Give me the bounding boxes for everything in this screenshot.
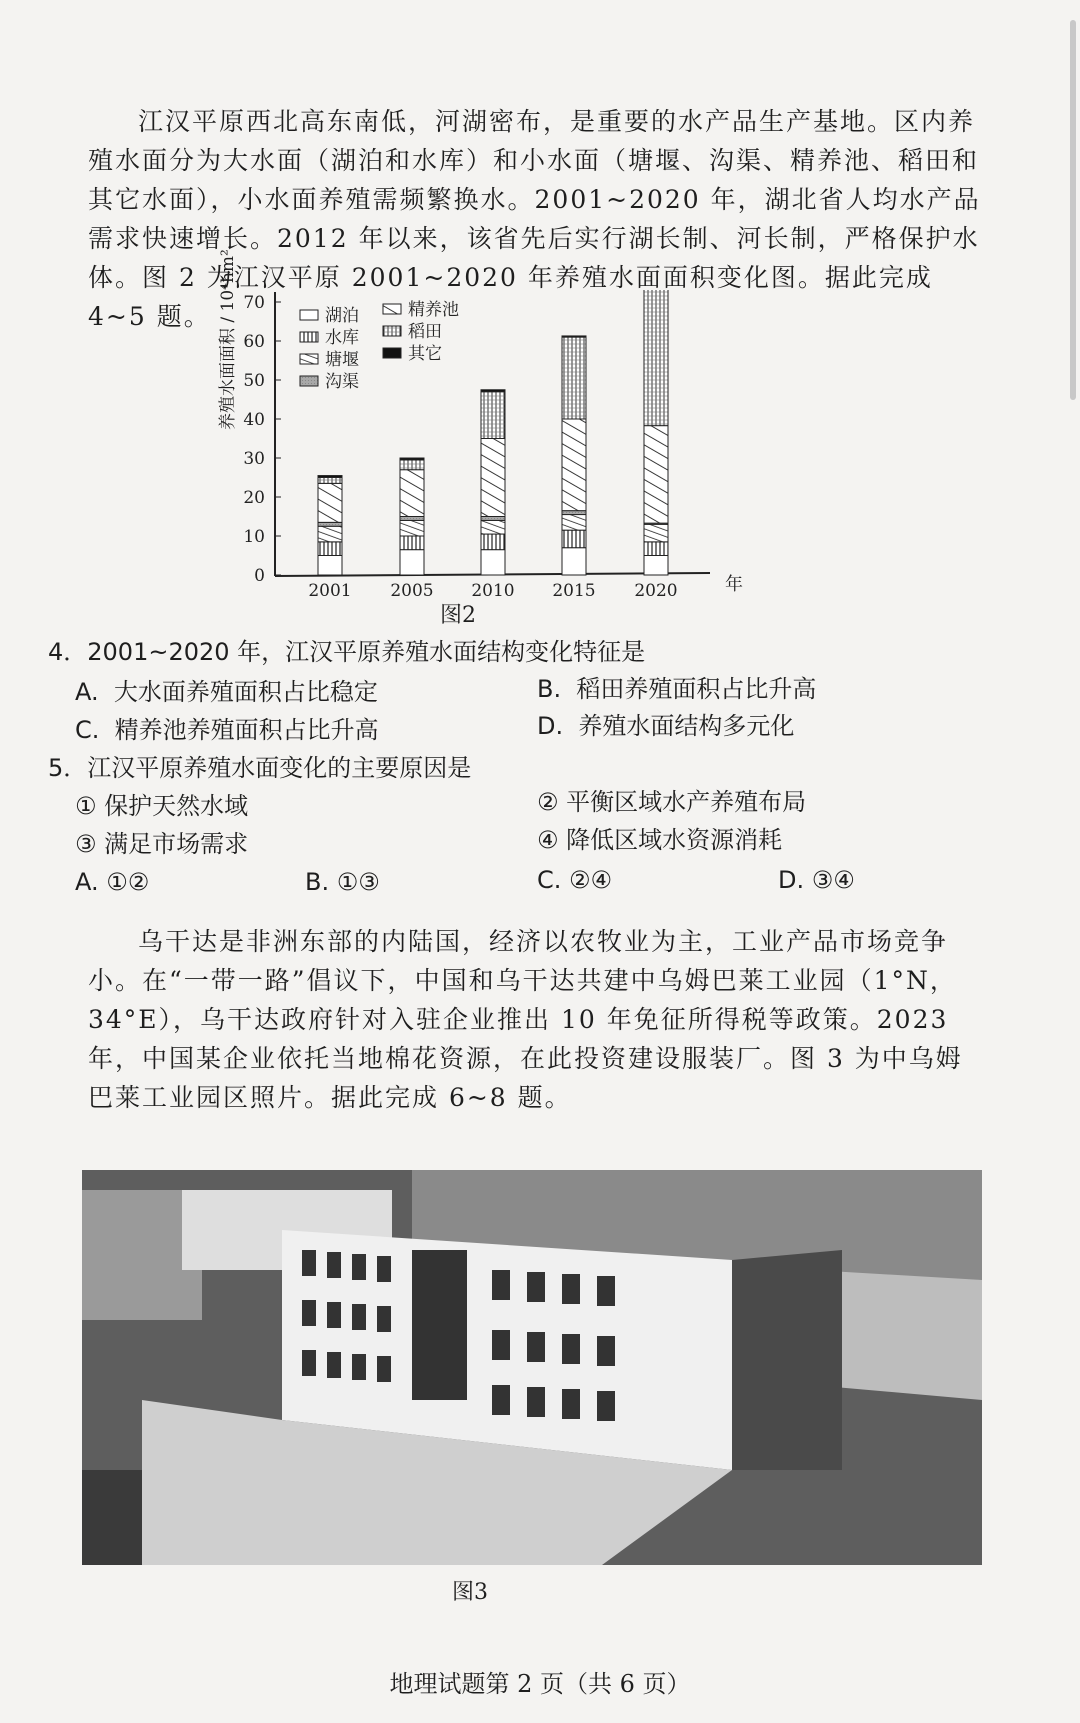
bar-segment-2010 [481,439,505,517]
q4-option-a[interactable]: A. 大水面养殖面积占比稳定 [75,678,378,706]
q5-option-b[interactable]: B. ①③ [305,868,380,896]
figure3-industrial-park-photo [82,1170,982,1565]
x-tick-label: 2005 [390,581,434,601]
bar-segment-2001 [318,483,342,522]
bar-segment-2015 [562,511,586,515]
svg-text:70: 70 [243,293,265,313]
bar-segment-2010 [481,390,505,392]
q4-option-d[interactable]: D. 养殖水面结构多元化 [537,712,795,740]
svg-text:其它: 其它 [408,344,442,364]
figure3-caption: 图3 [452,1580,488,1605]
svg-text:精养池: 精养池 [408,300,459,320]
bar-segment-2015 [562,515,586,531]
bar-segment-2020 [644,556,668,576]
question-5-stem: 5．江汉平原养殖水面变化的主要原因是 [48,754,472,782]
bar-segment-2010 [481,392,505,439]
svg-text:水库: 水库 [325,328,359,348]
svg-text:0: 0 [254,566,265,586]
svg-text:40: 40 [243,410,265,430]
bar-segment-2005 [400,460,424,470]
figure2-caption: 图2 [440,603,476,628]
building-photo-illustration [82,1170,982,1565]
bar-segment-2015 [562,419,586,511]
q5-option-c[interactable]: C. ②④ [537,866,613,894]
figure2-chart [215,249,775,620]
bar-segment-2020 [644,426,668,524]
bar-segment-2020 [644,290,668,426]
q5-item-4: ④ 降低区域水资源消耗 [537,826,783,854]
x-tick-label: 2020 [634,581,678,601]
bar-segment-2001 [318,526,342,542]
bar-segment-2001 [318,522,342,526]
passage-uganda: 乌干达是非洲东部的内陆国，经济以农牧业为主，工业产品市场竞争小。在“一带一路”倡议下，中国和乌干达共建中乌姆巴莱工业园（1°N，34°E），乌干达政府针对入驻企业推出 10 年免征所得税等政策。2023 年，中国某企业依托当地棉花资源，在此投资建设服装厂。图 3 为中乌姆巴莱工业园区照片。据此完成 6~8 题。 [88,927,963,1112]
svg-text:湖泊: 湖泊 [325,306,359,326]
bar-segment-2005 [400,470,424,517]
stacked-bar-chart [215,290,775,620]
svg-text:50: 50 [243,371,265,391]
q5-option-a[interactable]: A. ①② [75,868,150,896]
x-tick-label: 2015 [552,581,596,601]
bar-segment-2020 [644,542,668,556]
q4-option-c[interactable]: C. 精养池养殖面积占比升高 [75,716,379,744]
x-tick-label: 2001 [308,581,352,601]
svg-text:60: 60 [243,332,265,352]
q5-option-d[interactable]: D. ③④ [778,866,855,894]
bar-segment-2005 [400,458,424,460]
bar-segment-2001 [318,556,342,576]
passage-jianghan: 江汉平原西北高东南低，河湖密布，是重要的水产品生产基地。区内养殖水面分为大水面（湖泊和水库）和小水面（塘堰、沟渠、精养池、稻田和其它水面），小水面养殖需频繁换水。2001~2020 年，湖北省人均水产品需求快速增长。2012 年以来，该省先后实行湖长制、河长制，严格保护水体。图 2 为江汉平原 2001~2020 年养殖水面面积变化图。据此完成 4~5 题。 [88,107,981,331]
x-axis-unit: 年 [725,574,743,595]
bar-segment-2001 [318,478,342,484]
bar-segment-2010 [481,550,505,575]
bar-segment-2005 [400,517,424,521]
question-4-stem: 4．2001~2020 年，江汉平原养殖水面结构变化特征是 [48,638,646,666]
bar-segment-2001 [318,542,342,556]
bar-segment-2005 [400,536,424,550]
svg-text:30: 30 [243,449,265,469]
x-tick-label: 2010 [471,581,515,601]
q4-option-b[interactable]: B. 稻田养殖面积占比升高 [537,675,817,703]
bar-segment-2010 [481,517,505,521]
bar-segment-2005 [400,520,424,536]
bar-segment-2010 [481,534,505,550]
bar-segment-2015 [562,548,586,575]
bar-segment-2005 [400,550,424,575]
q5-item-1: ① 保护天然水域 [75,792,249,820]
svg-text:20: 20 [243,488,265,508]
bar-segment-2015 [562,530,586,548]
svg-text:沟渠: 沟渠 [325,372,359,392]
svg-text:稻田: 稻田 [408,322,442,342]
svg-text:10: 10 [243,527,265,547]
chart-y-axis-label: 养殖水面面积 / 10⁴hm² [218,249,238,430]
q5-item-2: ② 平衡区域水产养殖布局 [537,788,807,816]
q5-item-3: ③ 满足市场需求 [75,830,249,858]
bar-segment-2020 [644,524,668,542]
bar-segment-2015 [562,337,586,419]
scrollbar[interactable] [1070,20,1076,400]
bar-segment-2015 [562,336,586,337]
svg-text:塘堰: 塘堰 [325,350,359,370]
bar-segment-2001 [318,476,342,478]
page-footer: 地理试题第 2 页（共 6 页） [389,1670,691,1698]
bar-segment-2010 [481,520,505,534]
